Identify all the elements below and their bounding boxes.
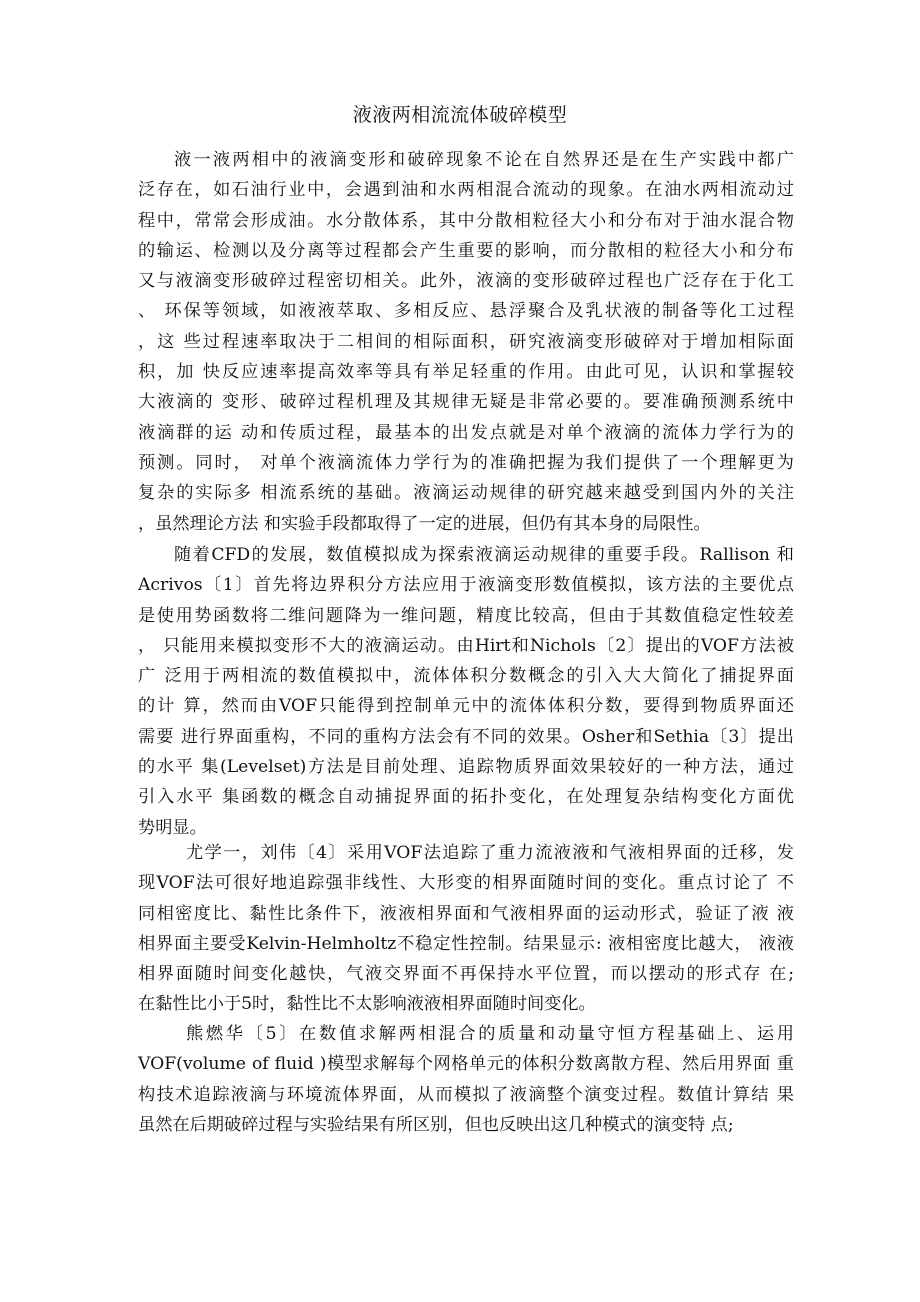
text-line: 相界面随时间变化越快，气液交界面不再保持水平位置，而以摆动的形式存 在; — [138, 964, 794, 985]
text-line: 熊燃华〔5〕在数值求解两相混合的质量和动量守恒方程基础上、运用 — [186, 1024, 794, 1044]
text-line: 是使用势函数将二维问题降为一维问题，精度比较高，但由于其数值稳定性较差 — [138, 605, 794, 626]
text-line: 液滴群的运 动和传质过程，最基本的出发点就是对单个液滴的流体力学行为的 — [138, 422, 794, 443]
text-line: 虽然在后期破碎过程与实验结果有所区别，但也反映出这几种模式的演变特 点; — [138, 1114, 734, 1135]
text-line: 势明显。 — [138, 817, 207, 838]
document-title: 液液两相流流体破碎模型 — [352, 104, 568, 126]
text-line: 大液滴的 变形、破碎过程机理及其规律无疑是非常必要的。要准确预测系统中 — [138, 392, 794, 413]
text-line: 复杂的实际多 相流系统的基础。液滴运动规律的研究越来越受到国内外的关注 — [138, 483, 794, 504]
text-line: ，虽然理论方法 和实验手段都取得了一定的进展，但仍有其本身的局限性。 — [138, 513, 711, 534]
text-line: 积，加 快反应速率提高效率等具有举足轻重的作用。由此可见，认识和掌握较 — [138, 362, 794, 383]
text-line: 同相密度比、黏性比条件下，液液相界面和气液相界面的运动形式，验证了液 液 — [138, 903, 794, 924]
paragraph-intro — [138, 145, 794, 539]
text-line: 预测。同时， 对单个液滴流体力学行为的准确把握为我们提供了一个理解更为 — [138, 452, 794, 473]
paragraph-you-xueyi — [138, 838, 794, 1020]
text-line: 的计 算，然而由VOF只能得到控制单元中的流体体积分数，要得到物质界面还 — [138, 696, 794, 717]
text-line: 相界面主要受Kelvin-Helmholtz不稳定性控制。结果显示: 液相密度比越大， 液液 — [138, 933, 794, 954]
text-line: 又与液滴变形破碎过程密切相关。此外，液滴的变形破碎过程也广泛存在于化工 — [138, 271, 794, 292]
text-line: 引入水平 集函数的概念自动捕捉界面的拓扑变化，在处理复杂结构变化方面优 — [138, 787, 794, 808]
text-line: 液一液两相中的液滴变形和破碎现象不论在自然界还是在生产实践中都广 — [174, 150, 794, 170]
text-line: 现VOF法可很好地追踪强非线性、大形变的相界面随时间的变化。重点讨论了 不 — [138, 873, 794, 894]
text-line: ，这 些过程速率取决于二相间的相际面积，研究液滴变形破碎对于增加相际面 — [138, 331, 794, 352]
text-line: 程中，常常会形成油。水分散体系，其中分散相粒径大小和分布对于油水混合物 — [138, 210, 794, 231]
paragraph-xiong-ranhua — [138, 1019, 794, 1140]
text-line: VOF(volume of fluid )模型求解每个网格单元的体积分数离散方程、然后用界面 重 — [138, 1054, 794, 1075]
text-line: 广 泛用于两相流的数值模拟中，流体体积分数概念的引入大大简化了捕捉界面 — [138, 666, 794, 687]
text-line: 需要 进行界面重构，不同的重构方法会有不同的效果。Osher和Sethia〔3〕提出 — [138, 726, 794, 747]
text-line: Acrivos〔1〕首先将边界积分方法应用于液滴变形数值模拟，该方法的主要优点 — [138, 575, 794, 596]
text-line: 泛存在，如石油行业中，会遇到油和水两相混合流动的现象。在油水两相流动过 — [138, 180, 794, 201]
text-line: 的水平 集(Levelset)方法是目前处理、追踪物质界面效果较好的一种方法，通过 — [138, 757, 794, 778]
text-line: 尤学一，刘伟〔4〕采用VOF法追踪了重力流液液和气液相界面的迁移，发 — [186, 843, 794, 863]
text-line: 、 环保等领域，如液液萃取、多相反应、悬浮聚合及乳状液的制备等化工过程 — [138, 301, 794, 322]
paragraph-cfd — [138, 540, 794, 843]
text-line: 的输运、检测以及分离等过程都会产生重要的影响，而分散相的粒径大小和分布 — [138, 240, 794, 261]
text-line: 在黏性比小于5时，黏性比不太影响液液相界面随时间变化。 — [138, 994, 596, 1015]
text-line: ， 只能用来模拟变形不大的液滴运动。由Hirt和Nichols〔2〕提出的VOF方法被 — [138, 635, 794, 656]
text-line: 构技术追踪液滴与环境流体界面，从而模拟了液滴整个演变过程。数值计算结 果 — [138, 1084, 794, 1105]
text-line: 随着CFD的发展，数值模拟成为探索液滴运动规律的重要手段。Rallison 和 — [174, 545, 794, 565]
